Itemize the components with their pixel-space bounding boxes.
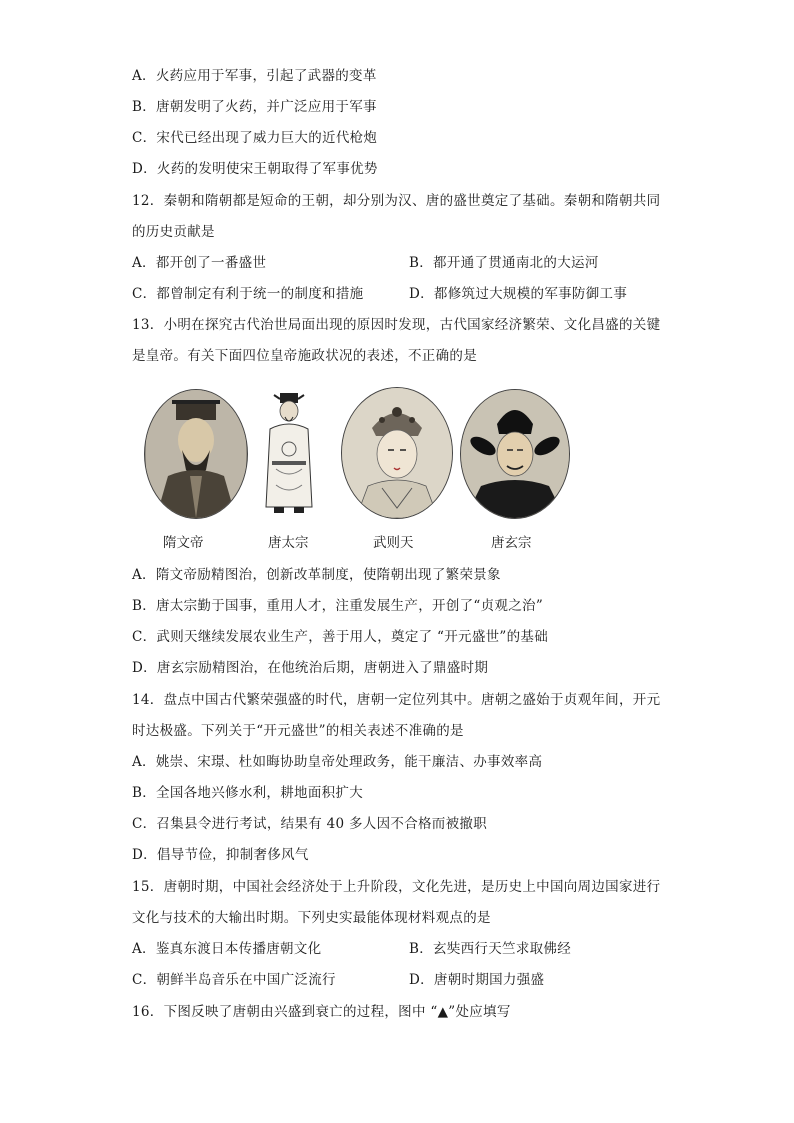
q14-stem-line2: 时达极盛。下列关于“开元盛世”的相关表述不准确的是 — [132, 723, 464, 739]
q13-option-b: B．唐太宗勤于国事，重用人才，注重发展生产，开创了“贞观之治” — [132, 598, 544, 614]
standing-emperor-icon — [256, 389, 322, 517]
q14-stem-line1: 14．盘点中国古代繁荣强盛的时代，唐朝一定位列其中。唐朝之盛始于贞观年间，开元 — [132, 692, 661, 708]
q12-option-c: C．都曾制定有利于统一的制度和措施 — [132, 286, 364, 302]
emperor-portrait-icon — [461, 390, 569, 518]
q15-option-c: C．朝鲜半岛音乐在中国广泛流行 — [132, 972, 336, 988]
q13-option-d: D．唐玄宗励精图治，在他统治后期，唐朝进入了鼎盛时期 — [132, 660, 489, 676]
portrait-wu-zetian — [341, 387, 453, 519]
q13-stem-line2: 是皇帝。有关下面四位皇帝施政状况的表述，不正确的是 — [132, 348, 477, 364]
q15-option-d: D．唐朝时期国力强盛 — [409, 972, 545, 988]
q15-option-b: B．玄奘西行天竺求取佛经 — [409, 941, 572, 957]
q14-option-d: D．倡导节俭，抑制奢侈风气 — [132, 847, 309, 863]
q15-stem-line2: 文化与技术的大输出时期。下列史实最能体现材料观点的是 — [132, 910, 491, 926]
portrait-sui-wendi — [144, 389, 248, 519]
q14-option-a: A．姚崇、宋璟、杜如晦协助皇帝处理政务，能干廉洁、办事效率高 — [132, 754, 543, 770]
caption-tang-taizong: 唐太宗 — [268, 535, 309, 551]
q12-option-b: B．都开通了贯通南北的大运河 — [409, 255, 599, 271]
q15-stem-line1: 15．唐朝时期，中国社会经济处于上升阶段，文化先进，是历史上中国向周边国家进行 — [132, 879, 661, 895]
portrait-tang-taizong — [256, 389, 322, 517]
q14-option-b: B．全国各地兴修水利，耕地面积扩大 — [132, 785, 364, 801]
q11-option-b: B．唐朝发明了火药，并广泛应用于军事 — [132, 99, 377, 115]
q11-option-d: D．火药的发明使宋王朝取得了军事优势 — [132, 161, 378, 177]
caption-tang-xuanzong: 唐玄宗 — [491, 535, 532, 551]
q11-option-a: A．火药应用于军事，引起了武器的变革 — [132, 68, 377, 84]
caption-wu-zetian: 武则天 — [373, 535, 414, 551]
caption-sui-wendi: 隋文帝 — [163, 535, 204, 551]
q13-option-c: C．武则天继续发展农业生产，善于用人，奠定了 “开元盛世”的基础 — [132, 629, 549, 645]
q14-option-c: C．召集县令进行考试，结果有 40 多人因不合格而被撤职 — [132, 816, 487, 832]
q13-stem-line1: 13．小明在探究古代治世局面出现的原因时发现，古代国家经济繁荣、文化昌盛的关键 — [132, 317, 661, 333]
empress-portrait-icon — [342, 388, 452, 518]
q16-stem-line1: 16．下图反映了唐朝由兴盛到衰亡的过程，图中 “▲”处应填写 — [132, 1004, 511, 1020]
q11-option-c: C．宋代已经出现了威力巨大的近代枪炮 — [132, 130, 378, 146]
emperor-portrait-icon — [145, 390, 247, 518]
q13-option-a: A．隋文帝励精图治，创新改革制度，使隋朝出现了繁荣景象 — [132, 567, 501, 583]
q12-option-a: A．都开创了一番盛世 — [132, 255, 267, 271]
q12-stem-line2: 的历史贡献是 — [132, 224, 215, 240]
q12-stem-line1: 12．秦朝和隋朝都是短命的王朝，却分别为汉、唐的盛世奠定了基础。秦朝和隋朝共同 — [132, 193, 661, 209]
q12-option-d: D．都修筑过大规模的军事防御工事 — [409, 286, 628, 302]
q15-option-a: A．鉴真东渡日本传播唐朝文化 — [132, 941, 322, 957]
portrait-tang-xuanzong — [460, 389, 570, 519]
